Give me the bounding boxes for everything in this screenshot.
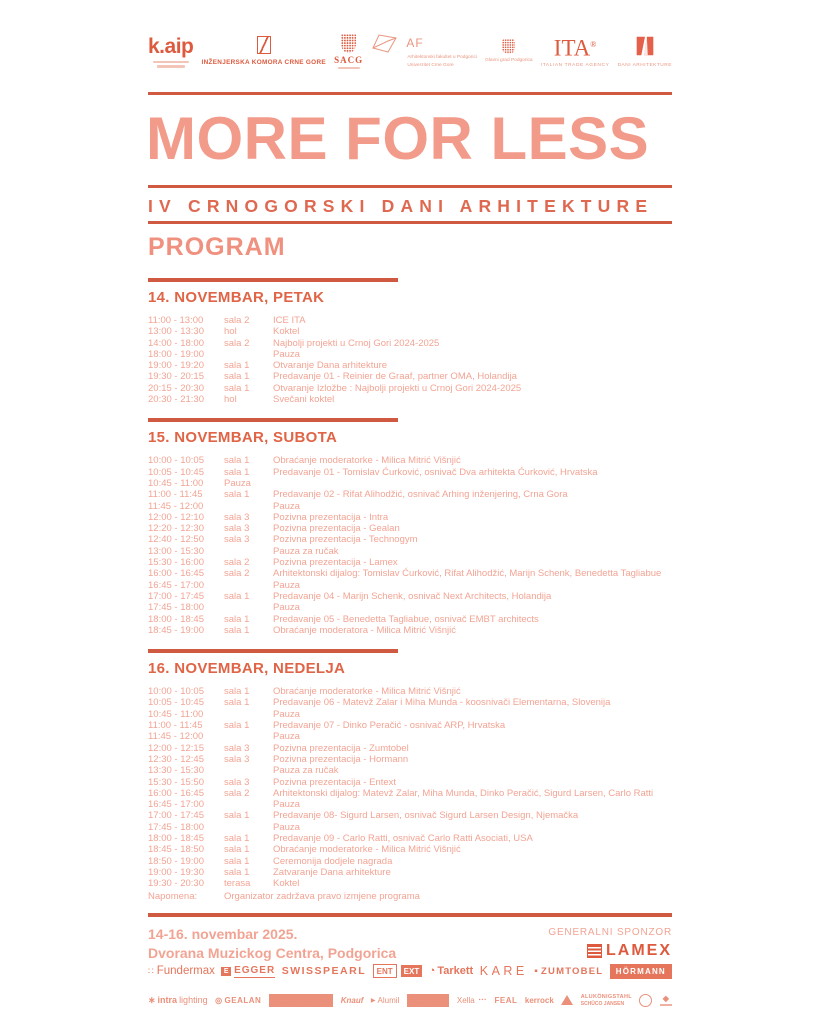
- row-place: sala 1: [224, 855, 250, 867]
- row-event: Koktel: [273, 878, 300, 890]
- engineering-chamber-icon: [257, 36, 271, 54]
- af-caption-line2: Univerzitet Crne Gore: [407, 63, 454, 68]
- row-time: 19:30 - 20:30: [148, 878, 204, 890]
- row-time: 16:45 - 17:00: [148, 579, 204, 591]
- schedule-row: [148, 731, 672, 742]
- row-time: 16:00 - 16:45: [148, 787, 204, 799]
- row-place: sala 1: [224, 360, 250, 372]
- logo-inzenjerska-komora: [202, 36, 326, 66]
- schedule-row: [148, 349, 672, 360]
- row-time: 14:00 - 18:00: [148, 337, 204, 349]
- row-event: ICE ITA: [273, 315, 306, 326]
- row-event: Predavanje 02 - Rifat Alihodžić, osnivač Arhing inženjering, Crna Gora: [273, 489, 568, 501]
- row-place: sala 2: [224, 557, 250, 569]
- sponsor-logo-entext: ENT EXT: [373, 964, 423, 978]
- row-event: Pauza: [273, 708, 300, 720]
- row-place: [224, 765, 273, 776]
- row-place: sala 1: [224, 832, 250, 844]
- dani-arhitekture-monogram-icon: [633, 34, 657, 58]
- row-event: Arhitektonski dijalog: Tomislav Ćurković, Rifat Alihodžić, Marijn Schenk, Benedetta Tagliabue: [273, 568, 662, 580]
- row-time: 18:00 - 19:00: [148, 348, 204, 360]
- row-time: 18:45 - 18:50: [148, 844, 204, 856]
- sponsor-logo-gealan: ◎ GEALAN: [215, 996, 261, 1005]
- sacg-caption-bar: [338, 67, 360, 69]
- row-place: sala 1: [224, 720, 250, 732]
- event-dates: 14-16. novembar 2025.: [148, 926, 298, 942]
- sponsor-logo-alukoenigstahl: ALUKÖNIGSTAHL SCHÜCO JANSEN: [580, 993, 632, 1007]
- day-divider: [148, 418, 398, 422]
- af-letters: AF: [406, 36, 424, 50]
- row-time: 12:40 - 12:50: [148, 534, 204, 546]
- row-time: 17:45 - 18:00: [148, 821, 204, 833]
- lamex-icon: [587, 944, 602, 958]
- schedule-row: [148, 394, 672, 405]
- af-mark: [371, 33, 423, 53]
- schedule-row: [148, 360, 672, 371]
- header-logos: [148, 24, 672, 78]
- af-caption-line1: Arhitektonski fakultet u Podgorici: [407, 55, 477, 60]
- day-title: 14. NOVEMBAR, PETAK: [148, 289, 325, 306]
- schedule-row: [148, 625, 672, 636]
- schedule-row: [148, 765, 672, 776]
- schedule-row: [148, 754, 672, 765]
- row-time: 15:30 - 15:50: [148, 776, 204, 788]
- row-time: 16:45 - 17:00: [148, 799, 204, 811]
- divider: [148, 913, 672, 917]
- row-time: 20:30 - 21:30: [148, 394, 204, 406]
- sponsor-logo-feal: FEAL: [494, 995, 518, 1005]
- engineering-chamber-label: INŽENJERSKA KOMORA CRNE GORE: [201, 59, 326, 66]
- row-place: sala 1: [224, 382, 250, 394]
- row-time: 11:00 - 11:45: [148, 720, 203, 732]
- row-event: Predavanje 08- Sigurd Larsen, osnivač Sigurd Larsen Design, Njemačka: [273, 810, 579, 822]
- row-event: Predavanje 07 - Dinko Peračić - osnivač ARP, Hrvatska: [273, 720, 506, 732]
- row-event: Pauza: [273, 602, 300, 614]
- row-time: 18:00 - 18:45: [148, 613, 204, 625]
- row-event: Predavanje 06 - Matevž Zalar i Miha Munda - koosnivači Elementarna, Slovenija: [273, 697, 611, 709]
- row-time: 10:00 - 10:05: [148, 686, 204, 698]
- row-place: sala 3: [224, 523, 250, 535]
- row-place: sala 1: [224, 613, 250, 625]
- schedule-row: [148, 614, 672, 625]
- row-time: 16:00 - 16:45: [148, 568, 204, 580]
- row-event: Pauza: [273, 731, 300, 743]
- row-time: 15:30 - 16:00: [148, 557, 204, 569]
- sponsor-logo-alumil: ▶ Alumil: [371, 996, 399, 1005]
- lamex-logo: [587, 942, 672, 960]
- row-event: Pozivna prezentacija - Hormann: [273, 753, 409, 765]
- row-place: sala 3: [224, 742, 250, 754]
- note: [148, 891, 672, 902]
- schedule-row: [148, 777, 672, 788]
- row-time: 10:45 - 11:00: [148, 708, 204, 720]
- kaip-caption-bar: [153, 61, 189, 64]
- row-time: 12:30 - 12:45: [148, 753, 204, 765]
- row-place: [224, 349, 273, 360]
- row-place: [224, 709, 273, 720]
- row-time: 11:00 - 11:45: [148, 489, 203, 501]
- row-time: 19:00 - 19:30: [148, 866, 204, 878]
- sponsor-logo-technogym: TECHNOGYM: [269, 994, 334, 1007]
- row-place: [224, 501, 273, 512]
- divider: [148, 185, 672, 188]
- schedule-row: [148, 371, 672, 382]
- row-time: 12:00 - 12:15: [148, 742, 204, 754]
- ita-caption: ITALIAN TRADE AGENCY: [540, 62, 610, 68]
- row-event: Otvaranje Izložbe : Najbolji projekti u Crnoj Gori 2024-2025: [273, 382, 522, 394]
- schedule-row: [148, 709, 672, 720]
- day-section: [148, 418, 672, 636]
- schedule-row: [148, 338, 672, 349]
- sponsor-logo-xella: Xella ▪▪▪: [457, 996, 487, 1005]
- general-sponsor: [148, 927, 672, 963]
- schedule-row: [148, 844, 672, 855]
- schedule-row: [148, 856, 672, 867]
- row-event: Obraćanje moderatorke - Milica Mitrić Višnjić: [273, 686, 461, 698]
- sponsor-logo-kare: KARE: [479, 964, 528, 978]
- row-event: Obraćanje moderatorke - Milica Mitrić Višnjić: [273, 844, 461, 856]
- lamex-wordmark: LAMEX: [606, 942, 672, 959]
- schedule-row: [148, 833, 672, 844]
- sponsor-logo-crest-mark: [660, 994, 672, 1006]
- sponsor-logo-kerrock: kerrock: [524, 995, 554, 1005]
- row-event: Pauza za ručak: [273, 545, 339, 557]
- schedule-row: [148, 743, 672, 754]
- sponsor-logo-swisspearl: SWISSPEARL: [281, 965, 367, 977]
- sponsor-logo-round-mark: [639, 994, 652, 1007]
- poster-subtitle: IV CRNOGORSKI DANI ARHITEKTURE: [148, 196, 654, 216]
- row-place: sala 3: [224, 776, 250, 788]
- row-time: 10:05 - 10:45: [148, 466, 204, 478]
- schedule-row: [148, 489, 672, 500]
- row-time: 18:00 - 18:45: [148, 832, 204, 844]
- schedule-row: [148, 546, 672, 557]
- schedule-row: [148, 580, 672, 591]
- row-event: Svečani koktel: [273, 394, 335, 406]
- row-place: sala 2: [224, 568, 250, 580]
- row-event: Pozivna prezentacija - Technogym: [273, 534, 418, 546]
- sponsor-row-2: [148, 990, 672, 1010]
- sponsor-logo-knauf: Knauf: [340, 995, 364, 1005]
- row-place: sala 3: [224, 511, 250, 523]
- row-time: 11:45 - 12:00: [148, 500, 204, 512]
- row-time: 18:50 - 19:00: [148, 855, 204, 867]
- logo-ita: [541, 34, 610, 68]
- row-time: 17:45 - 18:00: [148, 602, 204, 614]
- sponsor-row-1: [148, 961, 672, 981]
- schedule-row: [148, 557, 672, 568]
- podgorica-label: Glavni grad Podgorica: [485, 58, 533, 63]
- logo-dani-arhitekture: [618, 34, 672, 68]
- row-event: Predavanje 05 - Benedetta Tagliabue, osnivač EMBT architects: [273, 613, 539, 625]
- schedule-row: [148, 512, 672, 523]
- note-label: Napomena:: [148, 891, 198, 902]
- schedule-row: [148, 697, 672, 708]
- sponsor-logo-hormann: HÖRMANN: [610, 964, 672, 979]
- note-text: Organizator zadržava pravo izmjene programa: [224, 891, 420, 902]
- sponsor-logo-intra-lighting: ∗ intra lighting: [148, 994, 208, 1005]
- sponsor-logo-egger: E EGGER: [221, 965, 275, 978]
- logo-sacg: [334, 34, 363, 69]
- sponsor-logo-tarkett: ◔ Tarkett: [429, 965, 474, 977]
- row-time: 20:15 - 20:30: [148, 382, 204, 394]
- schedule-row: [148, 383, 672, 394]
- event-venue: Dvorana Muzickog Centra, Podgorica: [148, 944, 397, 961]
- row-time: 12:20 - 12:30: [148, 523, 204, 535]
- schedule-row: [148, 315, 672, 326]
- schedule-row: [148, 686, 672, 697]
- sacg-shield-icon: [341, 34, 356, 53]
- row-place: hol: [224, 326, 237, 338]
- row-place: sala 1: [224, 624, 250, 636]
- schedule-row: [148, 602, 672, 613]
- row-event: Predavanje 01 - Reinier de Graaf, partner OMA, Holandija: [273, 371, 517, 383]
- row-event: Pozivna prezentacija - Intra: [273, 511, 389, 523]
- ita-wordmark: ITA®: [553, 35, 597, 61]
- af-polygon-icon: [371, 33, 403, 53]
- row-place: sala 1: [224, 371, 250, 383]
- row-event: Pauza za ručak: [273, 765, 339, 777]
- schedule-row: [148, 534, 672, 545]
- day-divider: [148, 649, 398, 653]
- row-time: 13:30 - 15:30: [148, 765, 204, 777]
- row-event: Pozivna prezentacija - Entext: [273, 776, 397, 788]
- row-place: sala 1: [224, 844, 250, 856]
- row-place: [224, 731, 273, 742]
- row-time: 10:00 - 10:05: [148, 455, 204, 467]
- row-place: sala 1: [224, 466, 250, 478]
- row-event: Otvaranje Dana arhitekture: [273, 360, 388, 372]
- schedule-row: [148, 810, 672, 821]
- row-place: [224, 822, 273, 833]
- row-place: sala 1: [224, 489, 250, 501]
- schedule-row: [148, 455, 672, 466]
- row-event: Obraćanje moderatora - Milica Mitrić Višnjić: [273, 624, 457, 636]
- schedule-row: [148, 568, 672, 579]
- row-time: 13:00 - 13:30: [148, 326, 204, 338]
- row-event: Ceremonija dodjele nagrada: [273, 855, 393, 867]
- row-event: Predavanje 09 - Carlo Ratti, osnivač Carlo Ratti Asociati, USA: [273, 832, 533, 844]
- day-title: 16. NOVEMBAR, NEDELJA: [148, 660, 346, 678]
- row-event: Pozivna prezentacija - Gealan: [273, 523, 400, 535]
- general-sponsor-label: GENERALNI SPONZOR: [548, 927, 672, 938]
- row-event: Pauza: [273, 821, 300, 833]
- dani-arhitekture-label: DANI ARHITEKTURE: [617, 63, 672, 68]
- row-event: [273, 478, 672, 489]
- row-time: 11:45 - 12:00: [148, 731, 204, 743]
- row-time: 10:05 - 10:45: [148, 697, 204, 709]
- row-event: Pauza: [273, 500, 300, 512]
- sponsor-logo-velux: VELUX: [407, 994, 450, 1007]
- row-place: sala 1: [224, 686, 250, 698]
- schedule: [148, 278, 672, 902]
- schedule-row: [148, 788, 672, 799]
- row-place: sala 1: [224, 697, 250, 709]
- day-divider: [148, 278, 398, 282]
- divider: [148, 92, 672, 95]
- schedule-row: [148, 878, 672, 889]
- row-event: Pauza: [273, 348, 300, 360]
- row-event: Arhitektonski dijalog: Matevž Zalar, Miha Munda, Dinko Peračić, Sigurd Larsen, Carlo Ratti: [273, 787, 654, 799]
- schedule-row: [148, 822, 672, 833]
- program-heading: PROGRAM: [148, 233, 286, 261]
- sponsor-logo-triangle-mark: [561, 995, 573, 1005]
- row-place: [224, 580, 273, 591]
- row-place: [224, 602, 273, 613]
- row-time: 19:00 - 19:20: [148, 360, 204, 372]
- schedule-row: [148, 467, 672, 478]
- sponsor-logo-zumtobel: ▪ ZUMTOBEL: [534, 966, 603, 977]
- row-event: Pauza: [273, 579, 300, 591]
- row-event: Koktel: [273, 326, 300, 338]
- schedule-row: [148, 720, 672, 731]
- row-time: 18:45 - 19:00: [148, 624, 204, 636]
- schedule-row: [148, 326, 672, 337]
- row-place: Pauza: [224, 477, 251, 489]
- row-place: [224, 546, 273, 557]
- row-place: sala 3: [224, 753, 250, 765]
- row-event: Najbolji projekti u Crnoj Gori 2024-2025: [273, 337, 440, 349]
- row-event: Zatvaranje Dana arhitekture: [273, 866, 391, 878]
- row-time: 17:00 - 17:45: [148, 810, 204, 822]
- logo-kaip: [148, 35, 193, 68]
- kaip-wordmark: k.aip: [148, 34, 194, 58]
- day-section: [148, 649, 672, 889]
- schedule-row: [148, 501, 672, 512]
- day-title: 15. NOVEMBAR, SUBOTA: [148, 429, 338, 447]
- podgorica-crest-icon: [502, 39, 515, 54]
- schedule-row: [148, 867, 672, 878]
- sacg-label: SACG: [334, 54, 364, 65]
- sponsor-logo-fundermax: ∷ Fundermax: [148, 965, 215, 977]
- row-place: [224, 799, 273, 810]
- row-event: Pozivna prezentacija - Zumtobel: [273, 742, 409, 754]
- row-event: Predavanje 04 - Marijn Schenk, osnivač Next Architects, Holandija: [273, 590, 552, 602]
- kaip-caption-bar: [157, 65, 185, 68]
- poster-title: MORE FOR LESS: [146, 105, 650, 172]
- logo-arhitektonski-fakultet: [371, 33, 477, 69]
- row-place: sala 2: [224, 337, 250, 349]
- row-time: 11:00 - 13:00: [148, 315, 204, 326]
- schedule-row: [148, 799, 672, 810]
- row-event: Pozivna prezentacija - Lamex: [273, 557, 398, 569]
- row-place: sala 2: [224, 315, 250, 326]
- day-section: [148, 278, 672, 405]
- row-event: Obraćanje moderatorke - Milica Mitrić Višnjić: [273, 455, 461, 467]
- row-place: sala 1: [224, 810, 250, 822]
- row-place: sala 1: [224, 590, 250, 602]
- row-place: hol: [224, 394, 237, 406]
- schedule-row: [148, 478, 672, 489]
- row-place: sala 3: [224, 534, 250, 546]
- row-time: 10:45 - 11:00: [148, 477, 204, 489]
- schedule-row: [148, 591, 672, 602]
- row-time: 13:00 - 15:30: [148, 545, 204, 557]
- row-time: 12:00 - 12:10: [148, 511, 204, 523]
- row-event: Pauza: [273, 799, 300, 811]
- row-event: Predavanje 01 - Tomislav Ćurković, osnivač Dva arhitekta Ćurković, Hrvatska: [273, 466, 598, 478]
- row-time: 19:30 - 20:15: [148, 371, 204, 383]
- row-place: sala 1: [224, 455, 250, 467]
- row-time: 17:00 - 17:45: [148, 590, 204, 602]
- divider: [148, 221, 672, 224]
- schedule-row: [148, 523, 672, 534]
- row-place: sala 2: [224, 787, 250, 799]
- logo-podgorica: [485, 39, 532, 63]
- row-place: sala 1: [224, 866, 250, 878]
- row-place: terasa: [224, 878, 251, 890]
